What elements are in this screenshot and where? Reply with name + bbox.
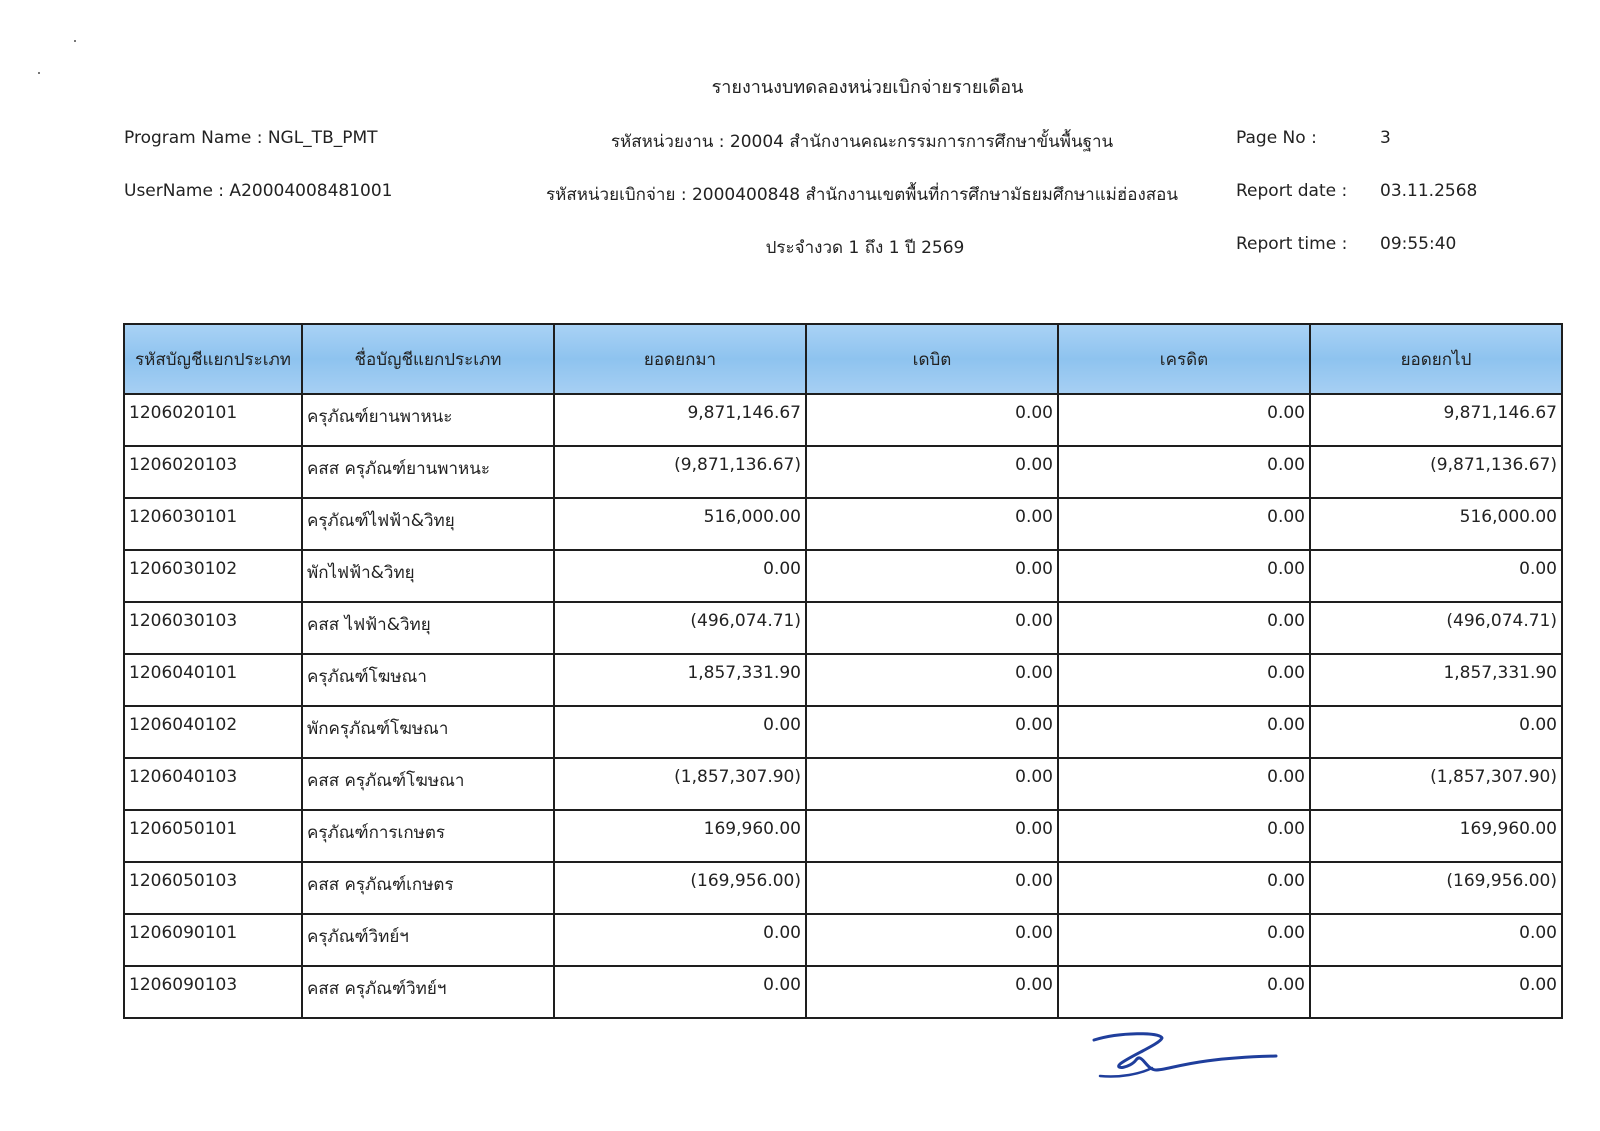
header-account-name: ชื่อบัญชีแยกประเภท <box>302 324 554 394</box>
disbursement-unit-code: รหัสหน่วยเบิกจ่าย : 2000400848 สำนักงานเขตพื้นที่การศึกษามัธยมศึกษาแม่ฮ่องสอน <box>546 185 1178 205</box>
closing-balance: (169,956.00) <box>1310 862 1562 914</box>
report-date-label: Report date : <box>1236 181 1348 201</box>
credit: 0.00 <box>1058 446 1310 498</box>
opening-balance: 0.00 <box>554 914 806 966</box>
table-row <box>124 810 1562 862</box>
trial-balance-table <box>123 323 1563 1019</box>
debit: 0.00 <box>806 446 1058 498</box>
agency-code: รหัสหน่วยงาน : 20004 สำนักงานคณะกรรมการการศึกษาขั้นพื้นฐาน <box>610 132 1114 152</box>
credit: 0.00 <box>1058 706 1310 758</box>
opening-balance: (169,956.00) <box>554 862 806 914</box>
credit: 0.00 <box>1058 758 1310 810</box>
credit: 0.00 <box>1058 394 1310 446</box>
opening-balance: 0.00 <box>554 706 806 758</box>
account-code: 1206090101 <box>124 914 302 966</box>
closing-balance: 0.00 <box>1310 914 1562 966</box>
debit: 0.00 <box>806 966 1058 1018</box>
account-code: 1206050101 <box>124 810 302 862</box>
account-name: ครุภัณฑ์วิทย์ฯ <box>302 914 554 966</box>
debit: 0.00 <box>806 810 1058 862</box>
account-name: ครุภัณฑ์การเกษตร <box>302 810 554 862</box>
account-name: ครุภัณฑ์ยานพาหนะ <box>302 394 554 446</box>
account-name: คสส ครุภัณฑ์เกษตร <box>302 862 554 914</box>
account-code: 1206040103 <box>124 758 302 810</box>
signature-icon <box>1090 1030 1280 1090</box>
opening-balance: 169,960.00 <box>554 810 806 862</box>
debit: 0.00 <box>806 862 1058 914</box>
table-row <box>124 706 1562 758</box>
debit: 0.00 <box>806 654 1058 706</box>
debit: 0.00 <box>806 758 1058 810</box>
closing-balance: 0.00 <box>1310 706 1562 758</box>
opening-balance: (9,871,136.67) <box>554 446 806 498</box>
account-name: พักไฟฟ้า&วิทยุ <box>302 550 554 602</box>
closing-balance: (1,857,307.90) <box>1310 758 1562 810</box>
closing-balance: 0.00 <box>1310 966 1562 1018</box>
table-row <box>124 550 1562 602</box>
table-row <box>124 498 1562 550</box>
credit: 0.00 <box>1058 914 1310 966</box>
closing-balance: 1,857,331.90 <box>1310 654 1562 706</box>
credit: 0.00 <box>1058 602 1310 654</box>
closing-balance: 0.00 <box>1310 550 1562 602</box>
account-code: 1206030101 <box>124 498 302 550</box>
report-title: รายงานงบทดลองหน่วยเบิกจ่ายรายเดือน <box>711 77 1024 98</box>
program-name: Program Name : NGL_TB_PMT <box>124 128 378 148</box>
account-code: 1206040102 <box>124 706 302 758</box>
report-period: ประจำงวด 1 ถึง 1 ปี 2569 <box>765 238 965 258</box>
account-code: 1206030103 <box>124 602 302 654</box>
account-code: 1206050103 <box>124 862 302 914</box>
account-name: คสส ครุภัณฑ์วิทย์ฯ <box>302 966 554 1018</box>
debit: 0.00 <box>806 498 1058 550</box>
opening-balance: 1,857,331.90 <box>554 654 806 706</box>
debit: 0.00 <box>806 394 1058 446</box>
signature-stroke <box>1100 1068 1152 1077</box>
debit: 0.00 <box>806 914 1058 966</box>
opening-balance: 0.00 <box>554 550 806 602</box>
table-row <box>124 966 1562 1018</box>
signature-stroke <box>1094 1034 1276 1070</box>
table-row <box>124 758 1562 810</box>
credit: 0.00 <box>1058 654 1310 706</box>
header-credit: เครดิต <box>1058 324 1310 394</box>
account-code: 1206040101 <box>124 654 302 706</box>
closing-balance: 516,000.00 <box>1310 498 1562 550</box>
scan-speck <box>74 40 76 42</box>
table-header-row <box>124 324 1562 394</box>
table-row <box>124 446 1562 498</box>
account-name: คสส ครุภัณฑ์โฆษณา <box>302 758 554 810</box>
report-date-value: 03.11.2568 <box>1380 181 1478 201</box>
table-row <box>124 394 1562 446</box>
header-account-code: รหัสบัญชีแยกประเภท <box>124 324 302 394</box>
account-code: 1206020103 <box>124 446 302 498</box>
account-name: พักครุภัณฑ์โฆษณา <box>302 706 554 758</box>
user-name: UserName : A20004008481001 <box>124 181 393 201</box>
header-debit: เดบิต <box>806 324 1058 394</box>
closing-balance: (9,871,136.67) <box>1310 446 1562 498</box>
credit: 0.00 <box>1058 966 1310 1018</box>
debit: 0.00 <box>806 602 1058 654</box>
debit: 0.00 <box>806 706 1058 758</box>
opening-balance: 0.00 <box>554 966 806 1018</box>
opening-balance: (1,857,307.90) <box>554 758 806 810</box>
report-time-label: Report time : <box>1236 234 1348 254</box>
table-row <box>124 602 1562 654</box>
credit: 0.00 <box>1058 862 1310 914</box>
account-name: คสส ไฟฟ้า&วิทยุ <box>302 602 554 654</box>
account-name: ครุภัณฑ์ไฟฟ้า&วิทยุ <box>302 498 554 550</box>
table-row <box>124 862 1562 914</box>
closing-balance: (496,074.71) <box>1310 602 1562 654</box>
header-closing-balance: ยอดยกไป <box>1310 324 1562 394</box>
account-name: ครุภัณฑ์โฆษณา <box>302 654 554 706</box>
account-code: 1206030102 <box>124 550 302 602</box>
opening-balance: 9,871,146.67 <box>554 394 806 446</box>
table-row <box>124 914 1562 966</box>
credit: 0.00 <box>1058 550 1310 602</box>
table-row <box>124 654 1562 706</box>
opening-balance: 516,000.00 <box>554 498 806 550</box>
account-code: 1206020101 <box>124 394 302 446</box>
page-no-value: 3 <box>1380 128 1391 148</box>
credit: 0.00 <box>1058 810 1310 862</box>
credit: 0.00 <box>1058 498 1310 550</box>
closing-balance: 169,960.00 <box>1310 810 1562 862</box>
header-opening-balance: ยอดยกมา <box>554 324 806 394</box>
account-name: คสส ครุภัณฑ์ยานพาหนะ <box>302 446 554 498</box>
page-no-label: Page No : <box>1236 128 1317 148</box>
closing-balance: 9,871,146.67 <box>1310 394 1562 446</box>
report-time-value: 09:55:40 <box>1380 234 1457 254</box>
opening-balance: (496,074.71) <box>554 602 806 654</box>
debit: 0.00 <box>806 550 1058 602</box>
account-code: 1206090103 <box>124 966 302 1018</box>
